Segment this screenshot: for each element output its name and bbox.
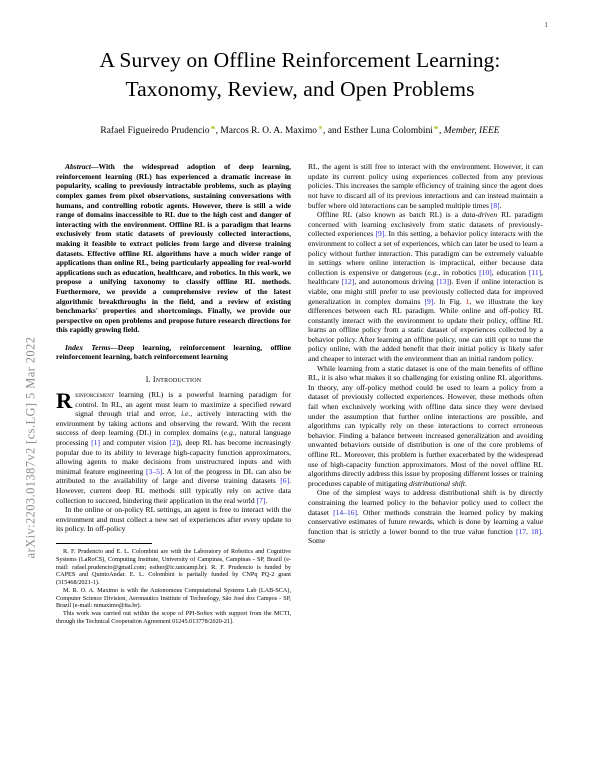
citation-link[interactable]: [7] xyxy=(256,495,266,505)
intro-italic-eg: e.g. xyxy=(223,428,235,438)
right-paragraph-4 xyxy=(308,488,543,546)
italic-data-driven: data-driven xyxy=(462,210,498,220)
drop-cap: R xyxy=(56,388,73,414)
intro-paragraph-2: In the online or on-policy RL settings, an agent is free to interact with the environment and must collect a new set of experiences after every update to its policy. In off-policy xyxy=(56,505,291,534)
italic-distributional-shift: distributional shift xyxy=(409,478,465,488)
right-text-p3: While learning from a static dataset is one of the main benefits of offline RL, it is also what makes it so challenging for existing online RL algorithms. In theory, any off-policy method could be used to learn a policy from a dataset of previously collected experiences. However, these methods often fail when exclusively working with offline data since they were devised under the assumption that further online interactions are possible, and algorithms can typically rely on these interactions to correct erroneous behavior. Finding a balance between increased generalization and avoiding unwanted behaviors outside of distribution is one of the core problems of offline RL. Moreover, this problem is further exacerbated by the widespread use of high-capacity function approximators. Most of the novel offline RL algorithms directly address this issue by proposing different losses or training procedures capable of mitigating xyxy=(308,363,543,488)
citation-link[interactable]: [6] xyxy=(280,476,290,486)
intro-italic-ie: i.e. xyxy=(181,409,191,419)
body-columns xyxy=(56,162,544,626)
citation-link[interactable]: [17, 18] xyxy=(515,526,542,536)
author-membership: Member, IEEE xyxy=(443,126,500,137)
italic-eg: e.g. xyxy=(427,267,439,277)
abstract-text: With the widespread adoption of deep learning, reinforcement learning (RL) has experienced a dramatic increase in popularity, scaling to previously intractable problems, such as playing complex games from pixel observations, sustaining conversations with humans, and controlling robotic agents. However, there is still a wide range of domains inaccessible to RL due to the high cost and danger of interacting with the environment. Offline RL is a paradigm that learns exclusively from static datasets of previously collected interactions, making it feasible to extract policies from large and diverse training datasets. Effective offline RL algorithms have a much wider range of applications than online RL, being particularly appealing for real-world applications such as education, healthcare, and robotics. In this work, we propose a unifying taxonomy to classify offline RL methods. Furthermore, we provide a comprehensive review of the latest algorithmic breakthroughs in the field, and a review of existing benchmarks' properties and shortcomings. Finally, we provide our perspective on open problems and propose future research directions for this rapidly growing field. xyxy=(56,162,291,335)
right-text-c: . In this setting, a behavior policy interacts with the environment to collect a set of experiences, which can later be used to learn a policy without further interaction. This paradigm can be extremely valuable in settings where online interaction is impractical, either because data collection is expensive or dangerous ( xyxy=(308,229,544,277)
citation-link[interactable]: [1] xyxy=(91,438,100,448)
footnote-item: M. R. O. A. Maximo is with the Autonomous Computational Systems Lab (LAB-SCA), Computer Science Division, Aeronautics Institute of Technology, São José dos Campos - SP, Brazil (e-mail: mmaximo@ita.br). xyxy=(56,586,291,610)
right-text-d: , in robotics xyxy=(438,267,480,277)
abstract-paragraph xyxy=(56,162,291,335)
right-text-b: . xyxy=(499,200,502,210)
intro-text-b: , actively interacting with the environment by taking actions and observing the reward. With the recent success of deep learning (DL) in complex domains ( xyxy=(56,409,291,438)
section-heading-introduction: I. Introduction xyxy=(145,375,202,385)
right-paragraph-3 xyxy=(308,364,543,489)
page-title xyxy=(74,46,526,103)
citation-link[interactable]: [9] xyxy=(424,296,434,306)
left-column xyxy=(56,162,291,626)
right-text-b: . Other methods constrain the learned policy by making conservative estimates of future rewards, which is done by learning a value function that is strictly a lower bound to the true value function xyxy=(308,507,544,536)
author-separator: , and xyxy=(323,126,344,137)
intro-text-g: . However, current deep RL methods still typically rely on active data collection to succeed, hindering their application in the real world xyxy=(56,476,291,505)
paper-content xyxy=(56,46,544,626)
intro-smallcaps: einforcement xyxy=(75,390,114,400)
right-text-a: RL, the agent is still free to interact with the environment. However, it can update its current policy using experiences collected from any previous policies. This increases the sample efficiency of training since the agent does not have to discard all of its previous interactions and can instead maintain a buffer where old interactions can be sampled multiple times xyxy=(308,162,543,210)
orcid-icon[interactable] xyxy=(210,125,216,131)
index-terms-paragraph xyxy=(56,343,291,362)
right-text-j: , we illustrate the key differences between each RL paradigm. While online and off-policy RL constantly interact with the environment to update their policy, offline RL learns an offline policy from a static dataset of experiences collected by a behavior policy. After learning an offline policy, one can still opt to tune the policy online, with the added benefit that their initial policy is likely safer and cheaper to interact with the environment than an initial random policy. xyxy=(308,296,543,364)
citation-link[interactable]: [11] xyxy=(528,267,542,277)
citation-link[interactable]: [3–5] xyxy=(146,466,163,476)
right-text-b: RL paradigm concerned with learning exclusively from static datasets of previously-collected experiences xyxy=(308,210,543,239)
intro-text-a: learning (RL) is a powerful learning paradigm for control. In RL, an agent must learn to maximize a specified reward signal through trial and error, xyxy=(75,390,291,419)
right-column xyxy=(308,162,543,626)
author-name: Rafael Figueiredo Prudencio xyxy=(100,126,210,137)
title-line-1: A Survey on Offline Reinforcement Learning: xyxy=(99,48,501,72)
right-text-a: Offline RL (also known as batch RL) is a xyxy=(317,210,462,220)
intro-text-e: ), deep RL has become increasingly popular due to its ability to leverage high-capacity function approximators, allowing agents to make decisions from unstructured inputs and with minimal feature engineering xyxy=(56,438,291,476)
right-paragraph-1 xyxy=(308,162,543,210)
right-text-p3-end: . xyxy=(465,478,467,488)
right-text-e: , education xyxy=(491,267,529,277)
orcid-icon[interactable] xyxy=(433,125,439,131)
index-terms-label: Index Terms— xyxy=(65,342,118,352)
right-paragraph-2 xyxy=(308,210,543,364)
right-text-f: , healthcare xyxy=(308,267,543,287)
citation-link[interactable]: [2] xyxy=(169,438,179,448)
footnote-item: This work was carried out within the scope of PPI-Softex with support from the MCTI, through the Technical Cooperation Agreement 01245.013778/2020-21]. xyxy=(56,610,291,626)
arxiv-stamp: arXiv:2203.01387v2 [cs.LG] 5 Mar 2022 xyxy=(23,336,38,559)
right-text-i: . In Fig. xyxy=(433,296,466,306)
author-separator: , xyxy=(438,126,444,137)
intro-text-c: , natural language processing xyxy=(56,428,291,448)
footnote-block xyxy=(56,548,291,626)
title-line-2: Taxonomy, Review, and Open Problems xyxy=(125,76,475,101)
citation-link[interactable]: [14–16] xyxy=(333,507,358,517)
abstract-label: Abstract— xyxy=(65,162,99,172)
citation-link[interactable]: [9] xyxy=(375,229,385,239)
intro-text-h: . xyxy=(265,495,268,505)
footnote-divider xyxy=(56,543,152,544)
figure-reference-link[interactable]: 1 xyxy=(465,296,470,306)
author-name: Marcos R. O. A. Maximo xyxy=(220,126,318,137)
index-terms-text: Deep learning, reinforcement learning, offline reinforcement learning, batch reinforcement learning xyxy=(56,342,291,362)
citation-link[interactable]: [10] xyxy=(479,267,492,277)
author-list xyxy=(56,126,544,136)
author-separator: , xyxy=(215,126,221,137)
intro-paragraph-1 xyxy=(56,390,291,505)
page-number: 1 xyxy=(544,20,548,29)
citation-link[interactable]: [8] xyxy=(490,200,500,210)
intro-text-d: and computer vision xyxy=(99,438,170,448)
footnote-item: R. F. Prudencio and E. L. Colombini are with the Laboratory of Robotics and Cognitive Systems (LaRoCS), Computing Institute, University of Campinas, Campinas - SP, Brazil (e-mail: rafael.prudencio@gmail.com; esther@ic.unicamp.br). R. F. Prudencio is funded by CAPES and QuintoAndar. E. L. Colombini is partially funded by CNPq PQ-2 grant (315468/2021-1). xyxy=(56,548,291,587)
citation-link[interactable]: [12] xyxy=(341,277,355,287)
right-text-h: ). Even if online interaction is viable, one might still prefer to use previously collected data for improved generalization in complex domains xyxy=(308,277,543,306)
author-name: Esther Luna Colombini xyxy=(343,126,433,137)
right-text-c: . Some xyxy=(308,526,543,546)
right-text-g: , and autonomous driving xyxy=(354,277,437,287)
right-text-a: One of the simplest ways to address distributional shift is by directly constraining the learned policy to the behavior policy used to collect the dataset xyxy=(308,488,543,517)
intro-text-f: . A lot of the progress in DL can also be attributed to the availability of large and diverse training datasets xyxy=(56,466,291,486)
citation-link[interactable]: [13] xyxy=(436,277,449,287)
